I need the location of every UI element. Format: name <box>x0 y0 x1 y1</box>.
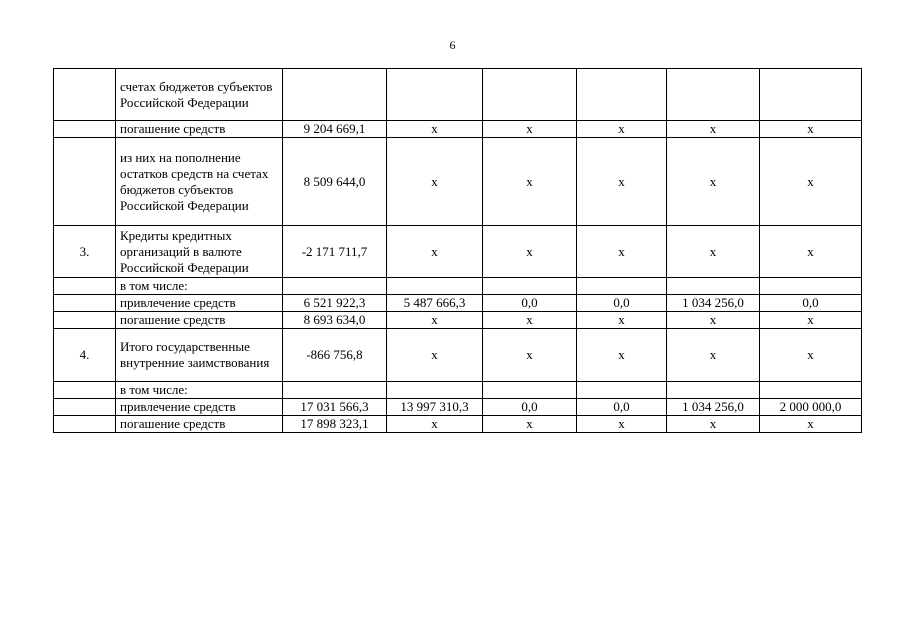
value-cell: 2 000 000,0 <box>760 399 862 416</box>
value-cell: 13 997 310,3 <box>387 399 483 416</box>
value-cell: x <box>667 121 760 138</box>
value-cell: x <box>387 329 483 382</box>
value-cell <box>483 69 577 121</box>
value-cell <box>667 278 760 295</box>
value-cell: x <box>667 312 760 329</box>
value-cell: -866 756,8 <box>283 329 387 382</box>
row-name-cell: в том числе: <box>116 382 283 399</box>
value-cell <box>760 382 862 399</box>
value-cell: 17 031 566,3 <box>283 399 387 416</box>
value-cell: x <box>387 312 483 329</box>
value-cell: 0,0 <box>483 295 577 312</box>
value-cell <box>577 382 667 399</box>
row-name-cell: Итого государственные внутренние заимствования <box>116 329 283 382</box>
value-cell: x <box>387 121 483 138</box>
value-cell: x <box>483 121 577 138</box>
value-cell: x <box>760 416 862 433</box>
value-cell: 0,0 <box>760 295 862 312</box>
table-row <box>54 329 862 382</box>
row-number-cell <box>54 416 116 433</box>
value-cell: x <box>483 416 577 433</box>
value-cell: x <box>760 312 862 329</box>
value-cell: 8 509 644,0 <box>283 138 387 226</box>
table-row <box>54 138 862 226</box>
value-cell: 6 521 922,3 <box>283 295 387 312</box>
value-cell: x <box>387 138 483 226</box>
table-row <box>54 312 862 329</box>
value-cell: 1 034 256,0 <box>667 295 760 312</box>
value-cell: x <box>577 138 667 226</box>
value-cell: x <box>667 226 760 278</box>
value-cell: x <box>760 329 862 382</box>
row-name-cell: погашение средств <box>116 416 283 433</box>
value-cell: x <box>760 121 862 138</box>
value-cell: 5 487 666,3 <box>387 295 483 312</box>
table-row <box>54 382 862 399</box>
value-cell: 17 898 323,1 <box>283 416 387 433</box>
value-cell: x <box>667 138 760 226</box>
row-name-cell: из них на пополнение остатков средств на счетах бюджетов субъектов Российской Федерации <box>116 138 283 226</box>
row-number-cell <box>54 138 116 226</box>
value-cell: x <box>667 416 760 433</box>
row-name-cell: Кредиты кредитных организаций в валюте Российской Федерации <box>116 226 283 278</box>
row-name-cell: погашение средств <box>116 121 283 138</box>
value-cell: 0,0 <box>577 399 667 416</box>
borrowings-table <box>53 68 862 433</box>
value-cell <box>577 278 667 295</box>
row-name-cell: привлечение средств <box>116 399 283 416</box>
row-name-cell: счетах бюджетов субъектов Российской Федерации <box>116 69 283 121</box>
table-row <box>54 69 862 121</box>
row-number-cell <box>54 121 116 138</box>
value-cell: x <box>577 416 667 433</box>
row-number-cell <box>54 69 116 121</box>
row-number-cell: 4. <box>54 329 116 382</box>
table-row <box>54 416 862 433</box>
row-number-cell <box>54 278 116 295</box>
value-cell <box>283 382 387 399</box>
row-number-cell <box>54 382 116 399</box>
value-cell: x <box>483 138 577 226</box>
value-cell: x <box>577 329 667 382</box>
value-cell: 8 693 634,0 <box>283 312 387 329</box>
row-name-cell: погашение средств <box>116 312 283 329</box>
value-cell <box>667 69 760 121</box>
value-cell: -2 171 711,7 <box>283 226 387 278</box>
table-row <box>54 295 862 312</box>
value-cell <box>760 278 862 295</box>
value-cell <box>387 278 483 295</box>
table-row <box>54 121 862 138</box>
value-cell: x <box>760 138 862 226</box>
value-cell <box>760 69 862 121</box>
value-cell: x <box>760 226 862 278</box>
value-cell: x <box>387 416 483 433</box>
value-cell: x <box>667 329 760 382</box>
value-cell <box>483 382 577 399</box>
row-number-cell <box>54 399 116 416</box>
value-cell <box>483 278 577 295</box>
value-cell <box>577 69 667 121</box>
value-cell: 9 204 669,1 <box>283 121 387 138</box>
value-cell: 0,0 <box>483 399 577 416</box>
value-cell: x <box>483 329 577 382</box>
value-cell: x <box>577 312 667 329</box>
row-number-cell <box>54 295 116 312</box>
table-row <box>54 399 862 416</box>
row-name-cell: в том числе: <box>116 278 283 295</box>
value-cell: x <box>387 226 483 278</box>
value-cell: 1 034 256,0 <box>667 399 760 416</box>
row-number-cell: 3. <box>54 226 116 278</box>
value-cell: 0,0 <box>577 295 667 312</box>
table-row <box>54 278 862 295</box>
value-cell: x <box>483 226 577 278</box>
value-cell <box>387 382 483 399</box>
value-cell: x <box>483 312 577 329</box>
value-cell: x <box>577 226 667 278</box>
value-cell <box>387 69 483 121</box>
row-number-cell <box>54 312 116 329</box>
row-name-cell: привлечение средств <box>116 295 283 312</box>
page-number: 6 <box>449 38 456 52</box>
value-cell <box>667 382 760 399</box>
value-cell <box>283 69 387 121</box>
value-cell: x <box>577 121 667 138</box>
value-cell <box>283 278 387 295</box>
table-row <box>54 226 862 278</box>
